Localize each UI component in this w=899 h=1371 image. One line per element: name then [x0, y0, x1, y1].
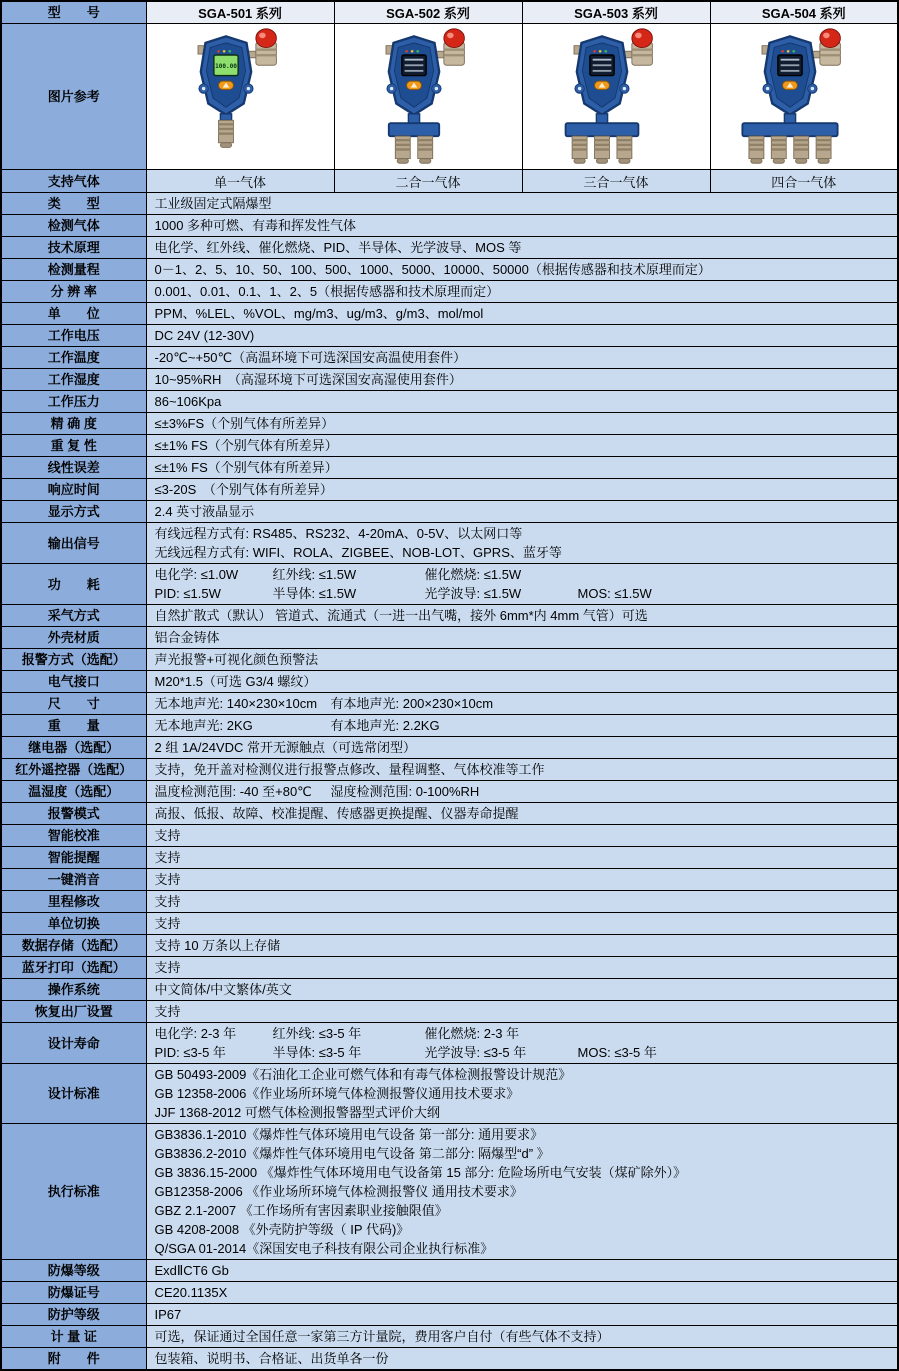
spec-row-label: 重 复 性	[1, 435, 146, 457]
detector-body	[199, 36, 253, 114]
spec-row	[1, 281, 898, 303]
spec-segment: 光学波导: ≤3-5 年	[424, 1045, 527, 1060]
spec-grid-line	[155, 565, 890, 584]
spec-row-label: 防爆证号	[1, 1282, 146, 1304]
spec-row	[1, 435, 898, 457]
sensor-cylinder	[418, 136, 433, 163]
spec-row	[1, 627, 898, 649]
spec-segment: 光学波导: ≤1.5W	[424, 586, 522, 601]
spec-row-value: 自然扩散式（默认） 管道式、流通式（一进一出气嘴，接外 6mm*内 4mm 气管）可选	[146, 605, 898, 627]
spec-line: GB12358-2006 《作业场所环境气体检测报警仪 通用技术要求》	[154, 1184, 523, 1199]
spec-row-value: 支持	[146, 1001, 898, 1023]
spec-row-value	[146, 523, 898, 564]
spec-row	[1, 671, 898, 693]
spec-segment: 红外线: ≤3-5 年	[272, 1026, 362, 1041]
spec-row	[1, 781, 898, 803]
spec-row	[1, 649, 898, 671]
spec-row-value: 中文简体/中文繁体/英文	[146, 979, 898, 1001]
device-illustration-SGA-504	[734, 27, 874, 167]
spec-segment	[578, 565, 890, 584]
spec-row-label: 输出信号	[1, 523, 146, 564]
sensor-cylinder	[749, 136, 764, 163]
spec-row	[1, 715, 898, 737]
spec-row-value: M20*1.5（可选 G3/4 螺纹）	[146, 671, 898, 693]
spec-row-label: 检测气体	[1, 215, 146, 237]
spec-row-label: 重 量	[1, 715, 146, 737]
spec-segment: 催化燃烧: 2-3 年	[424, 1026, 520, 1041]
spec-row-label: 报警方式（选配）	[1, 649, 146, 671]
spec-row-label: 分 辨 率	[1, 281, 146, 303]
spec-row-value: 0－1、2、5、10、50、100、500、1000、5000、10000、50000（根据传感器和技术原理而定）	[146, 259, 898, 281]
spec-row-value: 10~95%RH （高湿环境下可选深国安高湿使用套件）	[146, 369, 898, 391]
spec-row-label: 智能提醒	[1, 847, 146, 869]
spec-row-label: 恢复出厂设置	[1, 1001, 146, 1023]
spec-grid-line	[155, 584, 890, 603]
spec-row-label: 精 确 度	[1, 413, 146, 435]
spec-row-label: 线性误差	[1, 457, 146, 479]
spec-row	[1, 803, 898, 825]
spec-row-label: 工作湿度	[1, 369, 146, 391]
spec-row	[1, 457, 898, 479]
spec-row-value: 支持	[146, 957, 898, 979]
spec-row-label: 设计寿命	[1, 1023, 146, 1064]
spec-segment: 电化学: 2-3 年	[154, 1026, 237, 1041]
spec-row-value: 声光报警+可视化颜色预警法	[146, 649, 898, 671]
spec-line: GB 50493-2009《石油化工企业可燃气体和有毒气体检测报警设计规范》	[154, 1067, 572, 1082]
spec-row	[1, 259, 898, 281]
spec-grid-line	[155, 716, 890, 735]
spec-row	[1, 1304, 898, 1326]
gas-type-single: 单一气体	[146, 170, 334, 193]
spec-row-value: 支持	[146, 825, 898, 847]
spec-row-label: 单位切换	[1, 913, 146, 935]
spec-row-label: 尺 寸	[1, 693, 146, 715]
spec-row-label: 里程修改	[1, 891, 146, 913]
spec-segment	[578, 1024, 890, 1043]
spec-row-value: -20℃~+50℃（高温环境下可选深国安高温使用套件）	[146, 347, 898, 369]
spec-row	[1, 501, 898, 523]
spec-row-value: DC 24V (12-30V)	[146, 325, 898, 347]
spec-row	[1, 1023, 898, 1064]
spec-row	[1, 369, 898, 391]
spec-row	[1, 605, 898, 627]
spec-row	[1, 479, 898, 501]
spec-row-value: ≤±1% FS（个别气体有所差异）	[146, 457, 898, 479]
sensor-manifold	[742, 123, 837, 136]
spec-row-label: 红外遥控器（选配）	[1, 759, 146, 781]
spec-segment: PID: ≤3-5 年	[154, 1045, 226, 1060]
spec-line: Q/SGA 01-2014《深国安电子科技有限公司企业执行标准》	[154, 1241, 494, 1256]
spec-row-value: 支持	[146, 913, 898, 935]
spec-row-value: 可选，保证通过全国任意一家第三方计量院，费用客户自付（有些气体不支持）	[146, 1326, 898, 1348]
spec-row-value: CE20.1135X	[146, 1282, 898, 1304]
spec-row	[1, 1260, 898, 1282]
model-name-sga-504: SGA-504 系列	[710, 1, 898, 24]
spec-segment: 有本地声光: 2.2KG	[330, 718, 440, 733]
spec-row	[1, 391, 898, 413]
svg-text:100.00: 100.00	[215, 62, 237, 70]
spec-segment: 无本地声光: 2KG	[154, 718, 253, 733]
spec-row-value: 0.001、0.01、0.1、1、2、5（根据传感器和技术原理而定）	[146, 281, 898, 303]
spec-row-value: ≤3-20S （个别气体有所差异）	[146, 479, 898, 501]
spec-row-label: 显示方式	[1, 501, 146, 523]
spec-row	[1, 413, 898, 435]
spec-row-value: 工业级固定式隔爆型	[146, 193, 898, 215]
spec-row-value: 支持，免开盖对检测仪进行报警点修改、量程调整、气体校准等工作	[146, 759, 898, 781]
spec-row-value: 86~106Kpa	[146, 391, 898, 413]
device-illustration-SGA-503	[546, 27, 686, 167]
spec-row	[1, 869, 898, 891]
spec-row-label: 报警模式	[1, 803, 146, 825]
spec-row	[1, 1282, 898, 1304]
spec-row-label: 附 件	[1, 1348, 146, 1371]
spec-row-label: 防爆等级	[1, 1260, 146, 1282]
spec-segment: 半导体: ≤1.5W	[272, 586, 357, 601]
spec-row-label: 智能校准	[1, 825, 146, 847]
spec-row-value	[146, 564, 898, 605]
spec-segment: 半导体: ≤3-5 年	[272, 1045, 362, 1060]
device-illustration-SGA-501	[170, 27, 310, 167]
model-name-sga-501: SGA-501 系列	[146, 1, 334, 24]
spec-row-label: 采气方式	[1, 605, 146, 627]
spec-line: GB 4208-2008 《外壳防护等级（ IP 代码)》	[154, 1222, 410, 1237]
spec-row	[1, 523, 898, 564]
spec-row-label: 工作电压	[1, 325, 146, 347]
spec-grid-line	[155, 1024, 890, 1043]
spec-row-value: ExdⅡCT6 Gb	[146, 1260, 898, 1282]
spec-row-label: 检测量程	[1, 259, 146, 281]
spec-segment: 电化学: ≤1.0W	[154, 567, 239, 582]
spec-row	[1, 1124, 898, 1260]
spec-segment: MOS: ≤3-5 年	[577, 1045, 657, 1060]
sensor-manifold	[566, 123, 639, 136]
spec-row-value: 支持	[146, 869, 898, 891]
sensor-cylinder	[617, 136, 632, 163]
spec-segment: 有本地声光: 200×230×10cm	[330, 696, 494, 711]
spec-row	[1, 847, 898, 869]
spec-row-value: ≤±3%FS（个别气体有所差异）	[146, 413, 898, 435]
spec-row-label: 技术原理	[1, 237, 146, 259]
spec-row-value: 铝合金铸体	[146, 627, 898, 649]
spec-row	[1, 325, 898, 347]
sensor-manifold	[389, 123, 439, 136]
sensor-cylinder	[572, 136, 587, 163]
spec-row	[1, 1348, 898, 1371]
detector-body	[763, 36, 817, 114]
gas-type-4in1: 四合一气体	[710, 170, 898, 193]
spec-row-label: 类 型	[1, 193, 146, 215]
spec-row	[1, 1064, 898, 1124]
image-row	[1, 24, 898, 170]
spec-row	[1, 957, 898, 979]
spec-row-value: PPM、%LEL、%VOL、mg/m3、ug/m3、g/m3、mol/mol	[146, 303, 898, 325]
spec-row-value: 支持	[146, 847, 898, 869]
spec-row-value	[146, 1124, 898, 1260]
spec-row-label: 一键消音	[1, 869, 146, 891]
spec-line: GB3836.1-2010《爆炸性气体环境用电气设备 第一部分: 通用要求》	[154, 1127, 544, 1142]
detector-body	[387, 36, 441, 114]
spec-segment: 无本地声光: 140×230×10cm	[154, 696, 318, 711]
model-header-row	[1, 1, 898, 24]
spec-row	[1, 303, 898, 325]
device-image-sga-504	[710, 24, 898, 170]
spec-segment: 催化燃烧: ≤1.5W	[424, 567, 522, 582]
spec-segment: PID: ≤1.5W	[154, 586, 221, 601]
spec-row-label: 数据存储（选配）	[1, 935, 146, 957]
spec-rows	[1, 1, 898, 1370]
sensor-cylinder	[771, 136, 786, 163]
device-image-sga-502	[334, 24, 522, 170]
sensor-cylinder	[219, 120, 234, 147]
spec-row	[1, 564, 898, 605]
image-row-label: 图片参考	[1, 24, 146, 170]
spec-row-value: 支持	[146, 891, 898, 913]
spec-row-value	[146, 1064, 898, 1124]
spec-row-value: 2.4 英寸液晶显示	[146, 501, 898, 523]
sensor-cylinder	[793, 136, 808, 163]
sensor-cylinder	[595, 136, 610, 163]
spec-row-label: 操作系统	[1, 979, 146, 1001]
spec-row-label: 蓝牙打印（选配）	[1, 957, 146, 979]
spec-line: JJF 1368-2012 可燃气体检测报警器型式评价大纲	[154, 1105, 440, 1120]
spec-row-label: 执行标准	[1, 1124, 146, 1260]
spec-grid-line	[155, 694, 890, 713]
spec-segment: MOS: ≤1.5W	[577, 586, 652, 601]
spec-row	[1, 913, 898, 935]
spec-row-value	[146, 1023, 898, 1064]
spec-line: GB 12358-2006《作业场所环境气体检测报警仪通用技术要求》	[154, 1086, 520, 1101]
spec-line: 无线远程方式有: WIFI、ROLA、ZIGBEE、NOB-LOT、GPRS、蓝牙等	[154, 545, 562, 560]
spec-row-value: 1000 多种可燃、有毒和挥发性气体	[146, 215, 898, 237]
spec-row-label: 工作压力	[1, 391, 146, 413]
spec-line: GB3836.2-2010《爆炸性气体环境用电气设备 第二部分: 隔爆型“d” 》	[154, 1146, 550, 1161]
spec-line: 有线远程方式有: RS485、RS232、4-20mA、0-5V、以太网口等	[154, 526, 523, 541]
spec-row	[1, 759, 898, 781]
spec-row	[1, 737, 898, 759]
spec-row	[1, 825, 898, 847]
spec-segment: 红外线: ≤1.5W	[272, 567, 357, 582]
spec-grid-line	[155, 782, 890, 801]
spec-row-value	[146, 693, 898, 715]
spec-row-label: 工作温度	[1, 347, 146, 369]
spec-row-label: 功 耗	[1, 564, 146, 605]
spec-row-value: IP67	[146, 1304, 898, 1326]
sensor-cylinder	[395, 136, 410, 163]
spec-segment: 湿度检测范围: 0-100%RH	[330, 784, 480, 799]
spec-row-label: 继电器（选配）	[1, 737, 146, 759]
model-name-sga-502: SGA-502 系列	[334, 1, 522, 24]
spec-row	[1, 693, 898, 715]
gas-type-3in1: 三合一气体	[522, 170, 710, 193]
spec-row	[1, 215, 898, 237]
gas-row-label: 支持气体	[1, 170, 146, 193]
model-header-label: 型 号	[1, 1, 146, 24]
device-image-sga-501	[146, 24, 334, 170]
spec-row-value	[146, 715, 898, 737]
gas-type-2in1: 二合一气体	[334, 170, 522, 193]
spec-row-label: 电气接口	[1, 671, 146, 693]
spec-row-label: 防护等级	[1, 1304, 146, 1326]
spec-row-label: 响应时间	[1, 479, 146, 501]
spec-row	[1, 935, 898, 957]
spec-line: GBZ 2.1-2007 《工作场所有害因素职业接触限值》	[154, 1203, 448, 1218]
device-illustration-SGA-502	[358, 27, 498, 167]
detector-body	[575, 36, 629, 114]
spec-row-value: 电化学、红外线、催化燃烧、PID、半导体、光学波导、MOS 等	[146, 237, 898, 259]
sensor-cylinder	[816, 136, 831, 163]
spec-row	[1, 237, 898, 259]
model-name-sga-503: SGA-503 系列	[522, 1, 710, 24]
spec-segment: 温度检测范围: -40 至+80℃	[154, 784, 312, 799]
device-image-sga-503	[522, 24, 710, 170]
spec-row	[1, 1001, 898, 1023]
spec-row	[1, 347, 898, 369]
spec-row-label: 外壳材质	[1, 627, 146, 649]
spec-row-label: 设计标准	[1, 1064, 146, 1124]
spec-row	[1, 1326, 898, 1348]
spec-row-label: 单 位	[1, 303, 146, 325]
spec-row-value: 2 组 1A/24VDC 常开无源触点（可选常闭型）	[146, 737, 898, 759]
spec-row-value: 支持 10 万条以上存储	[146, 935, 898, 957]
spec-row-value: 高报、低报、故障、校准提醒、传感器更换提醒、仪器寿命提醒	[146, 803, 898, 825]
spec-row-value: ≤±1% FS（个别气体有所差异）	[146, 435, 898, 457]
gas-row	[1, 170, 898, 193]
spec-row-label: 计 量 证	[1, 1326, 146, 1348]
spec-row-label: 温湿度（选配）	[1, 781, 146, 803]
spec-row	[1, 193, 898, 215]
spec-row	[1, 979, 898, 1001]
spec-line: GB 3836.15-2000 《爆炸性气体环境用电气设备第 15 部分: 危险场所电气安装（煤矿除外）》	[154, 1165, 687, 1180]
spec-row	[1, 891, 898, 913]
spec-row-value	[146, 781, 898, 803]
spec-row-value: 包装箱、说明书、合格证、出货单各一份	[146, 1348, 898, 1371]
spec-grid-line	[155, 1043, 890, 1062]
